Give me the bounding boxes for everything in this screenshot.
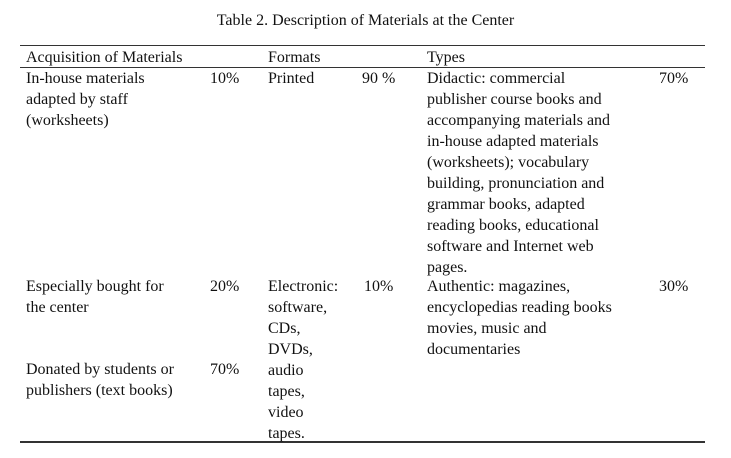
table-caption: Table 2. Description of Materials at the Center — [216, 12, 515, 29]
cell-line: Especially bought for — [26, 278, 164, 295]
cell-line: tapes. — [268, 425, 305, 442]
cell-line: adapted by staff — [26, 91, 128, 108]
types-percent: 70% — [659, 70, 689, 87]
cell-line: publishers (text books) — [26, 382, 173, 399]
cell-line: encyclopedias reading books — [427, 299, 612, 316]
types-cell — [427, 68, 610, 278]
acquisition-percent: 20% — [210, 278, 240, 295]
acquisition-percent: 70% — [210, 361, 240, 378]
cell-line: CDs, — [268, 320, 301, 337]
cell-line: DVDs, — [268, 341, 313, 358]
top-rule — [20, 45, 705, 46]
cell-line: publisher course books and — [427, 91, 602, 108]
cell-line: pages. — [427, 259, 468, 276]
cell-line: (worksheets) — [26, 112, 109, 129]
cell-line: building, pronunciation and — [427, 175, 605, 192]
cell-line: tapes, — [268, 383, 305, 400]
cell-line: software, — [268, 299, 328, 316]
cell-line: accompanying materials and — [427, 112, 611, 129]
header-types: Types — [427, 49, 465, 66]
cell-line: in-house adapted materials — [427, 133, 599, 150]
cell-line: software and Internet web — [427, 238, 594, 255]
cell-line: Donated by students or — [26, 361, 174, 378]
cell-line: Printed — [268, 70, 315, 87]
cell-line: Didactic: commercial — [427, 70, 566, 87]
formats-percent: 90 % — [362, 70, 396, 87]
cell-line: reading books, educational — [427, 217, 599, 234]
cell-line: the center — [26, 299, 89, 316]
formats-percent: 10% — [364, 278, 394, 295]
cell-line: documentaries — [427, 341, 521, 358]
acquisition-cell — [26, 359, 174, 401]
cell-line: grammar books, adapted — [427, 196, 585, 213]
acquisition-percent: 10% — [210, 70, 240, 87]
acquisition-cell — [26, 68, 145, 131]
formats-cell — [268, 68, 314, 89]
acquisition-cell — [26, 276, 164, 318]
cell-line: In-house materials — [26, 70, 145, 87]
header-acquisition: Acquisition of Materials — [26, 49, 183, 66]
types-percent: 30% — [659, 278, 689, 295]
cell-line: video — [268, 404, 304, 421]
cell-line: movies, music and — [427, 320, 547, 337]
cell-line: Electronic: — [268, 278, 339, 295]
formats-cell — [268, 276, 338, 444]
bottom-rule — [20, 441, 705, 443]
header-formats: Formats — [268, 49, 321, 66]
cell-line: (worksheets); vocabulary — [427, 154, 590, 171]
cell-line: Authentic: magazines, — [427, 278, 571, 295]
cell-line: audio — [268, 362, 304, 379]
types-cell — [427, 276, 612, 360]
